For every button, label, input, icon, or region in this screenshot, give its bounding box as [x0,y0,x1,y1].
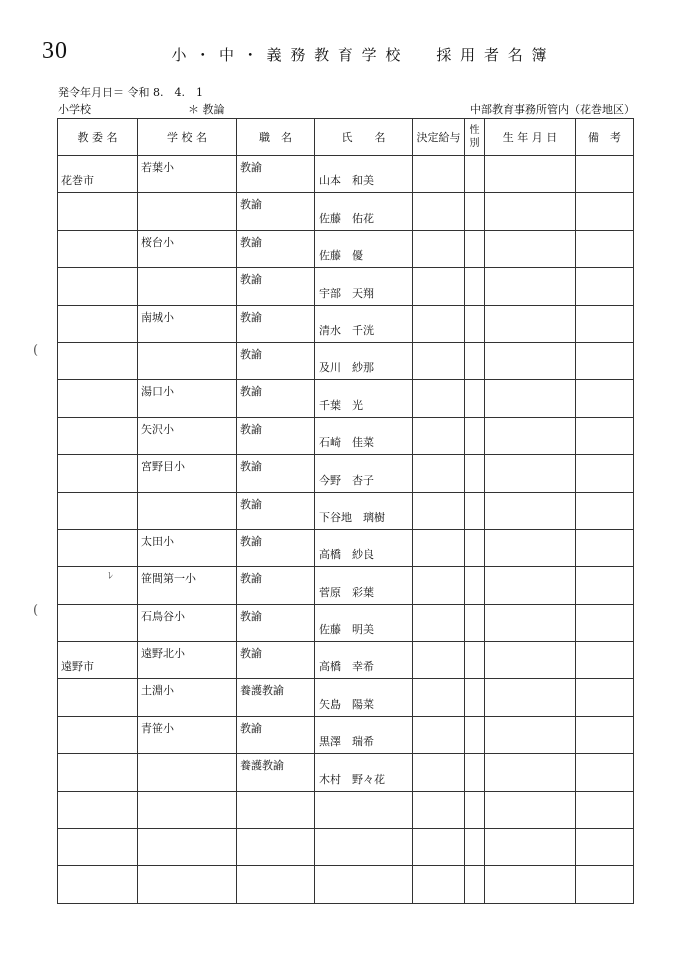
cell-position [237,230,315,267]
cell-name [315,642,413,679]
cell-salary [413,380,465,417]
school-text: 宮野目小 [141,460,185,474]
cell-position [237,567,315,604]
cell-school [138,866,237,903]
cell-name [315,380,413,417]
cell-position [237,268,315,305]
cell-school [138,492,237,529]
table-row [58,604,634,641]
board-text: 花巻市 [61,174,94,188]
table-row [58,193,634,230]
cell-salary [413,567,465,604]
cell-position [237,529,315,566]
issue-date-line [58,84,203,100]
cell-board [58,829,138,866]
school-text: 矢沢小 [141,422,174,436]
cell-name [315,455,413,492]
col-header-birth: 生 年 月 日 [485,119,576,156]
cell-sex [465,305,485,342]
cell-notes [576,716,634,753]
cell-sex [465,791,485,828]
cell-position [237,455,315,492]
cell-sex [465,754,485,791]
cell-position [237,866,315,903]
table-row [58,492,634,529]
position-text: 教諭 [240,310,262,324]
cell-board [58,642,138,679]
cell-board [58,230,138,267]
cell-name [315,193,413,230]
position-text: 教諭 [240,198,262,212]
header-row [58,119,634,156]
col-header-notes: 備 考 [576,119,634,156]
cell-salary [413,791,465,828]
cell-name [315,417,413,454]
cell-school [138,455,237,492]
position-text: 教諭 [240,497,262,511]
position-title: ＊ 教論 [188,103,225,116]
cell-sex [465,492,485,529]
position-text: 教諭 [240,647,262,661]
cell-position [237,791,315,828]
table-row [58,567,634,604]
cell-notes [576,342,634,379]
cell-birth [485,604,576,641]
cell-notes [576,492,634,529]
cell-school [138,156,237,193]
punch-hole-mark: ( [33,343,39,358]
name-text: 高橋 紗良 [319,548,374,562]
table-row [58,679,634,716]
cell-school [138,305,237,342]
cell-salary [413,156,465,193]
cell-salary [413,417,465,454]
cell-salary [413,342,465,379]
cell-birth [485,866,576,903]
school-text: 石鳥谷小 [141,609,185,623]
cell-school [138,679,237,716]
cell-sex [465,567,485,604]
cell-salary [413,642,465,679]
cell-school [138,230,237,267]
cell-salary [413,492,465,529]
position-text: 養護教諭 [240,759,284,773]
position-text: 教諭 [240,235,262,249]
cell-birth [485,342,576,379]
cell-board [58,754,138,791]
cell-name [315,305,413,342]
col-header-salary: 決定給与 [413,119,465,156]
cell-position [237,679,315,716]
school-text: 若葉小 [141,161,174,174]
cell-name [315,492,413,529]
cell-board [58,716,138,753]
cell-sex [465,268,485,305]
cell-board [58,529,138,566]
table-row [58,529,634,566]
cell-board [58,492,138,529]
position-text: 教諭 [240,609,262,623]
cell-salary [413,193,465,230]
cell-notes [576,679,634,716]
table-row [58,417,634,454]
cell-board [58,268,138,305]
position-text: 養護教諭 [240,684,284,698]
name-text: 及川 紗那 [319,361,374,375]
cell-sex [465,716,485,753]
cell-name [315,604,413,641]
table-row [58,455,634,492]
cell-notes [576,156,634,193]
cell-birth [485,642,576,679]
cell-sex [465,417,485,454]
name-text: 清水 千洸 [319,323,374,337]
cell-salary [413,305,465,342]
cell-board [58,455,138,492]
cell-school [138,529,237,566]
cell-name [315,268,413,305]
cell-birth [485,417,576,454]
name-text: 千葉 光 [319,398,363,412]
cell-board [58,342,138,379]
cell-board [58,866,138,903]
cell-board [58,380,138,417]
cell-salary [413,604,465,641]
name-text: 今野 杏子 [319,473,374,487]
position-text: 教諭 [240,273,262,287]
table-row [58,156,634,193]
issue-date-value: 令和 8. 4. 1 [127,86,203,99]
cell-birth [485,380,576,417]
cell-birth [485,567,576,604]
cell-salary [413,829,465,866]
cell-birth [485,754,576,791]
school-type: 小学校 [58,103,91,116]
cell-salary [413,716,465,753]
name-text: 佐藤 優 [319,249,363,263]
cell-notes [576,529,634,566]
cell-notes [576,754,634,791]
col-header-sex: 性別 [465,119,485,156]
position-text: 教諭 [240,161,262,174]
name-text: 宇部 天翔 [319,286,374,300]
cell-board [58,305,138,342]
school-text: 土淵小 [141,684,174,698]
cell-school [138,417,237,454]
cell-school [138,567,237,604]
cell-position [237,380,315,417]
cell-notes [576,268,634,305]
cell-notes [576,567,634,604]
scan-mark: ﾚ [108,571,113,582]
cell-school [138,342,237,379]
cell-birth [485,829,576,866]
issue-date-label: 発令年月日＝ [58,86,124,99]
cell-notes [576,193,634,230]
table-row [58,791,634,828]
office-name: 中部教育事務所管内（花巻地区） [470,103,635,116]
cell-school [138,791,237,828]
cell-sex [465,604,485,641]
school-text: 遠野北小 [141,647,185,661]
table-row [58,642,634,679]
position-text: 教諭 [240,385,262,399]
cell-salary [413,529,465,566]
cell-birth [485,305,576,342]
cell-board [58,791,138,828]
cell-school [138,268,237,305]
cell-sex [465,342,485,379]
cell-birth [485,791,576,828]
cell-name [315,342,413,379]
table-row [58,866,634,903]
cell-position [237,193,315,230]
cell-notes [576,642,634,679]
cell-notes [576,230,634,267]
cell-notes [576,791,634,828]
cell-position [237,716,315,753]
cell-notes [576,305,634,342]
cell-sex [465,380,485,417]
cell-name [315,567,413,604]
cell-birth [485,268,576,305]
col-header-position: 職 名 [237,119,315,156]
table-row [58,716,634,753]
cell-position [237,492,315,529]
table-row [58,754,634,791]
school-text: 太田小 [141,534,174,548]
position-text: 教諭 [240,460,262,474]
school-text: 青笹小 [141,721,174,735]
name-text: 下谷地 璃樹 [319,510,385,524]
cell-position [237,642,315,679]
cell-name [315,156,413,193]
cell-birth [485,716,576,753]
col-header-name: 氏 名 [315,119,413,156]
cell-salary [413,455,465,492]
cell-sex [465,156,485,193]
cell-school [138,754,237,791]
cell-notes [576,604,634,641]
name-text: 木村 野々花 [319,772,385,786]
table-row [58,342,634,379]
cell-salary [413,230,465,267]
cell-sex [465,679,485,716]
cell-salary [413,866,465,903]
cell-school [138,380,237,417]
cell-name [315,230,413,267]
school-text: 南城小 [141,310,174,324]
cell-board [58,156,138,193]
cell-school [138,716,237,753]
cell-position [237,829,315,866]
position-text: 教諭 [240,572,262,586]
cell-sex [465,866,485,903]
name-text: 菅原 彩葉 [319,585,374,599]
cell-birth [485,193,576,230]
cell-salary [413,679,465,716]
cell-birth [485,529,576,566]
cell-sex [465,829,485,866]
name-text: 黒澤 瑞希 [319,735,374,749]
cell-birth [485,230,576,267]
school-text: 湯口小 [141,385,174,399]
cell-notes [576,829,634,866]
cell-birth [485,156,576,193]
cell-notes [576,455,634,492]
cell-notes [576,380,634,417]
cell-sex [465,642,485,679]
cell-school [138,604,237,641]
page-number: 30 [42,38,68,64]
cell-birth [485,492,576,529]
cell-school [138,193,237,230]
school-text: 桜台小 [141,235,174,249]
table-row [58,230,634,267]
cell-salary [413,268,465,305]
cell-name [315,829,413,866]
cell-position [237,754,315,791]
cell-notes [576,417,634,454]
table-row [58,305,634,342]
cell-school [138,642,237,679]
col-header-school: 学 校 名 [138,119,237,156]
cell-board [58,193,138,230]
cell-name [315,679,413,716]
cell-board [58,604,138,641]
cell-name [315,791,413,828]
cell-board [58,679,138,716]
position-text: 教諭 [240,422,262,436]
cell-birth [485,455,576,492]
punch-hole-mark: ( [33,603,39,618]
position-text: 教諭 [240,347,262,361]
board-text: 遠野市 [61,660,94,674]
cell-sex [465,230,485,267]
cell-school [138,829,237,866]
cell-sex [465,529,485,566]
cell-salary [413,754,465,791]
name-text: 佐藤 佑花 [319,211,374,225]
register-table [57,118,634,904]
table-row [58,829,634,866]
document-title: 小 ・ 中 ・ 義 務 教 育 学 校 採 用 者 名 簿 [171,46,549,64]
school-text: 笹間第一小 [141,572,196,586]
cell-position [237,305,315,342]
cell-name [315,529,413,566]
cell-birth [485,679,576,716]
position-text: 教諭 [240,534,262,548]
name-text: 石崎 佳菜 [319,436,374,450]
name-text: 高橋 幸希 [319,660,374,674]
cell-board [58,417,138,454]
name-text: 山本 和美 [319,174,374,188]
cell-name [315,754,413,791]
table-row [58,268,634,305]
position-text: 教諭 [240,721,262,735]
cell-position [237,156,315,193]
table-row [58,380,634,417]
name-text: 矢島 陽菜 [319,697,374,711]
cell-board [58,567,138,604]
cell-position [237,417,315,454]
cell-position [237,604,315,641]
cell-name [315,866,413,903]
cell-sex [465,193,485,230]
cell-name [315,716,413,753]
cell-position [237,342,315,379]
cell-sex [465,455,485,492]
cell-notes [576,866,634,903]
name-text: 佐藤 明美 [319,623,374,637]
col-header-board: 教 委 名 [58,119,138,156]
